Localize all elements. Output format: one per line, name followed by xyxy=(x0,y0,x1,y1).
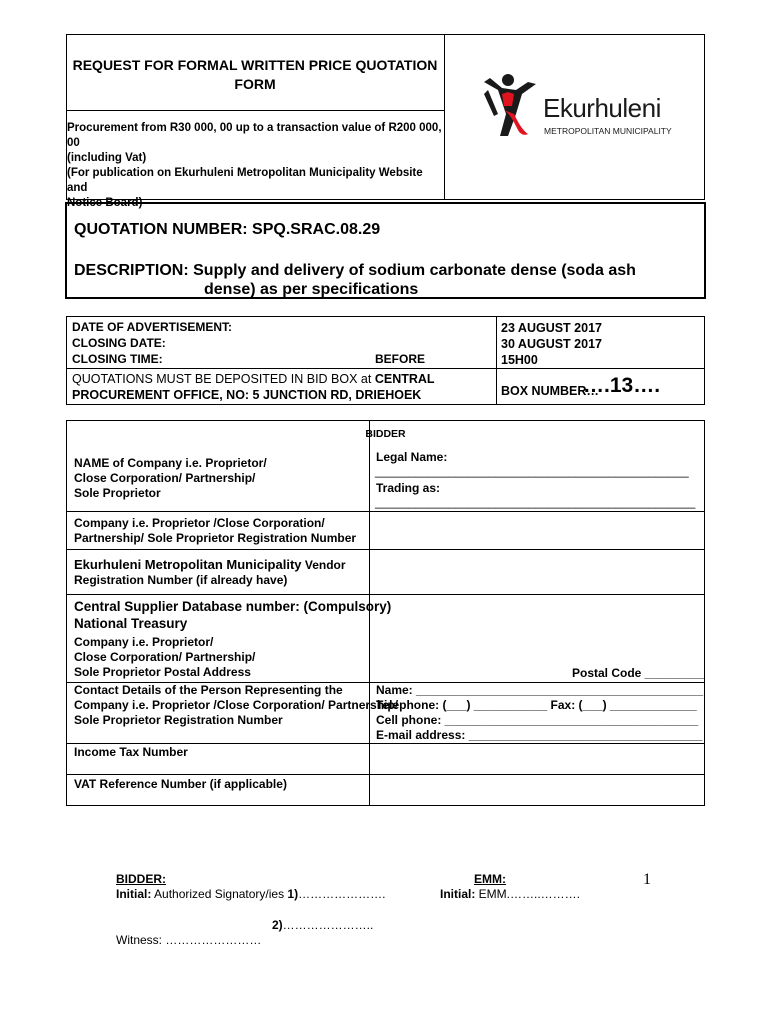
deposit-instruction xyxy=(72,371,492,387)
footer-bidder-label: BIDDER: xyxy=(116,872,166,886)
procurement-line3: (For publication on Ekurhuleni Metropolitan Municipality Website and xyxy=(67,167,423,194)
contact-label-3: Sole Proprietor Registration Number xyxy=(74,713,283,727)
vendor-label-1 xyxy=(74,556,346,574)
postal-label-1: Company i.e. Proprietor/ xyxy=(74,635,214,649)
procurement-note xyxy=(67,121,443,211)
ekurhuleni-logo-icon xyxy=(478,70,544,142)
csd-label-2: National Treasury xyxy=(74,616,188,631)
vat-field[interactable] xyxy=(370,775,704,805)
deposit-prefix: QUOTATIONS MUST BE DEPOSITED IN BID BOX at xyxy=(72,372,375,386)
header-divider xyxy=(444,34,445,200)
csd-label-1: Central Supplier Database number: (Compulsory) xyxy=(74,599,392,614)
box-number-label: BOX NUMBER… xyxy=(501,384,599,398)
trading-as-field[interactable]: ________________________________________________ xyxy=(375,495,696,509)
closing-date-label: CLOSING DATE: xyxy=(72,336,166,350)
form-title-line2: FORM xyxy=(234,76,276,92)
contact-name-field[interactable]: Name: ___________________________________________ xyxy=(376,683,703,697)
page-number: 1 xyxy=(643,871,651,888)
vendor-label-2: Registration Number (if already have) xyxy=(74,573,288,587)
deposit-bold: CENTRAL xyxy=(374,372,435,386)
logo-subtitle: METROPOLITAN MUNICIPALITY xyxy=(544,126,672,136)
income-tax-label: Income Tax Number xyxy=(74,745,188,759)
contact-label xyxy=(74,683,398,728)
description-label: DESCRIPTION xyxy=(74,262,184,279)
footer-second-signatory xyxy=(272,918,373,933)
footer-initial-label: Initial: xyxy=(116,887,152,901)
advert-date-value: 23 AUGUST 2017 xyxy=(501,321,602,335)
footer-two-dots: ………………….. xyxy=(282,918,374,932)
company-name-label-1: NAME of Company i.e. Proprietor/ xyxy=(74,456,267,470)
logo-name: Ekurhuleni xyxy=(543,93,661,123)
dates-divider xyxy=(496,316,497,405)
closing-date-value: 30 AUGUST 2017 xyxy=(501,337,602,351)
box-number-value: ….13…. xyxy=(583,374,661,397)
procurement-line1: Procurement from R30 000, 00 up to a transaction value of R200 000, 00 xyxy=(67,122,442,149)
footer-emm-label: EMM: xyxy=(474,872,506,886)
footer-signatory-text: Authorized Signatory/ies xyxy=(151,887,288,901)
vat-label: VAT Reference Number (if applicable) xyxy=(74,777,287,791)
company-name-label-2: Close Corporation/ Partnership/ xyxy=(74,471,256,485)
registration-label xyxy=(74,516,356,546)
footer-signatory-line xyxy=(116,887,385,902)
contact-label-2: Company i.e. Proprietor /Close Corporation/ Partnership/ xyxy=(74,698,399,712)
quotation-description xyxy=(74,261,699,281)
postal-code-field[interactable]: Postal Code _________ xyxy=(572,666,705,680)
postal-label-3: Sole Proprietor Postal Address xyxy=(74,665,251,679)
footer-emm-initial: Initial: xyxy=(440,887,476,901)
description-line1: : Supply and delivery of sodium carbonate dense (soda ash xyxy=(183,262,636,279)
contact-cell-field[interactable]: Cell phone: ______________________________________ xyxy=(376,713,699,727)
company-name-label-3: Sole Proprietor xyxy=(74,486,161,500)
contact-label-1: Contact Details of the Person Representing the xyxy=(74,683,343,697)
deposit-address: PROCUREMENT OFFICE, NO: 5 JUNCTION RD, DRIEHOEK xyxy=(72,388,422,402)
footer-one-dots: …………………. xyxy=(298,887,386,901)
before-label: BEFORE xyxy=(375,352,426,366)
description-line2: dense) as per specifications xyxy=(204,281,419,298)
registration-label-2: Partnership/ Sole Proprietor Registration Number xyxy=(74,531,357,545)
postal-label xyxy=(74,635,255,680)
postal-label-2: Close Corporation/ Partnership/ xyxy=(74,650,256,664)
footer-witness: Witness: …………………… xyxy=(116,933,262,947)
row-line-3 xyxy=(66,594,705,595)
bidder-heading: BIDDER xyxy=(365,428,406,440)
form-title-line1: REQUEST FOR FORMAL WRITTEN PRICE QUOTATION xyxy=(72,57,438,73)
registration-label-1: Company i.e. Proprietor /Close Corporation/ xyxy=(74,516,325,530)
title-divider xyxy=(66,110,444,111)
legal-name-field[interactable]: _______________________________________________ xyxy=(375,464,689,478)
contact-telephone-field[interactable]: Telephone: (___) ___________ Fax: (___) _____________ xyxy=(376,698,697,712)
footer-emm-text: EMM.……..………. xyxy=(475,887,581,901)
form-title xyxy=(66,56,444,94)
closing-time-value: 15H00 xyxy=(501,353,538,367)
procurement-line2: (including Vat) xyxy=(67,152,147,164)
vendor-field[interactable] xyxy=(370,550,704,593)
registration-field[interactable] xyxy=(370,512,704,548)
footer-two-label: 2) xyxy=(272,918,283,932)
advert-date-label: DATE OF ADVERTISEMENT: xyxy=(72,320,233,334)
quotation-number: QUOTATION NUMBER: SPQ.SRAC.08.29 xyxy=(74,221,381,238)
closing-time-label: CLOSING TIME: xyxy=(72,352,163,366)
footer-one-label: 1) xyxy=(287,887,299,901)
contact-fields xyxy=(376,683,702,743)
vendor-label-main: Ekurhuleni Metropolitan Municipality xyxy=(74,557,302,572)
legal-name-label: Legal Name: xyxy=(376,450,448,464)
footer-emm-line xyxy=(440,887,580,902)
trading-as-label: Trading as: xyxy=(376,481,441,495)
dates-row-divider xyxy=(66,368,705,369)
vendor-label-suffix: Vendor xyxy=(301,558,346,572)
company-name-label xyxy=(74,456,267,501)
income-tax-field[interactable] xyxy=(370,744,704,773)
bidder-heading-divider xyxy=(66,420,705,421)
contact-email-field[interactable]: E-mail address: ___________________________________ xyxy=(376,728,703,742)
procurement-line4: Notice Board) xyxy=(67,197,143,209)
